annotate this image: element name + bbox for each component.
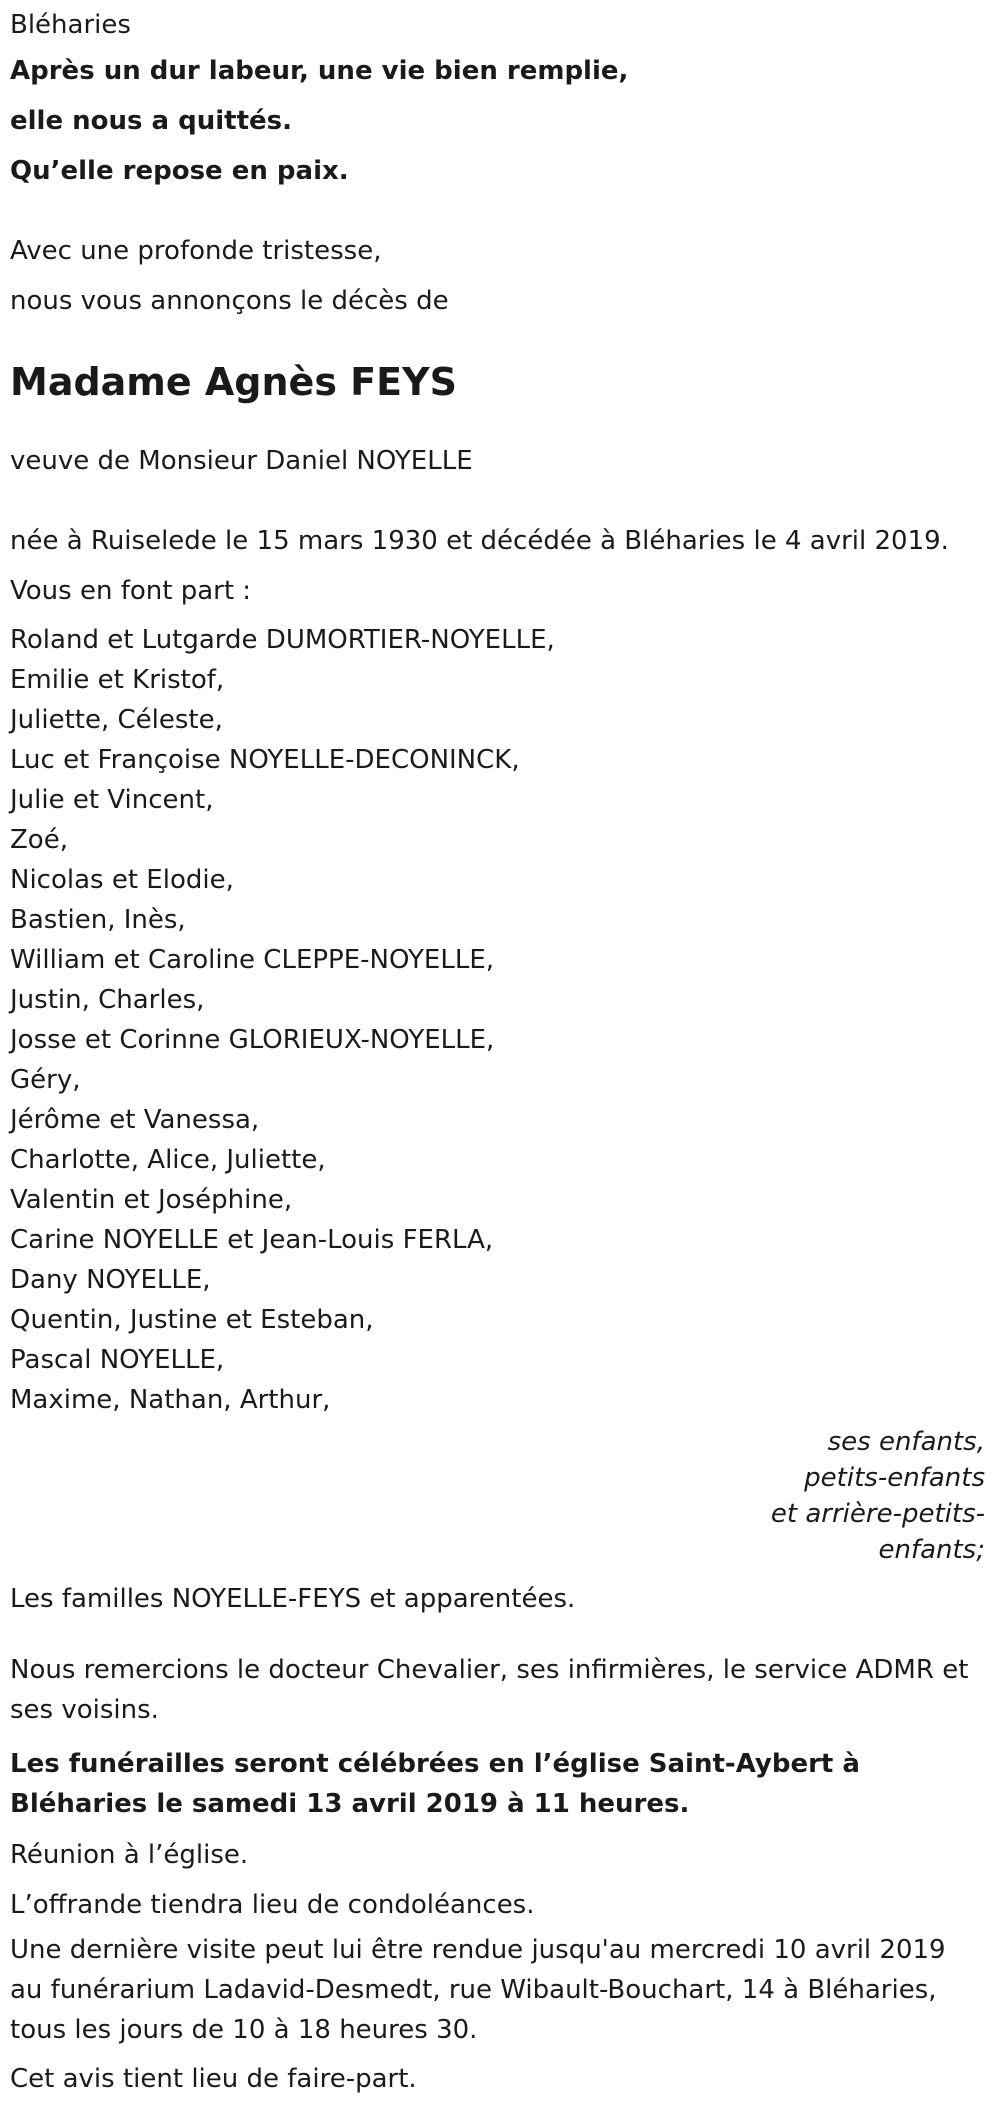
families-line: Les familles NOYELLE-FEYS et apparentées. xyxy=(10,1584,576,1614)
family-member: Géry, xyxy=(10,1065,81,1095)
family-member: Maxime, Nathan, Arthur, xyxy=(10,1385,331,1415)
closing-line: Cet avis tient lieu de faire-part. xyxy=(10,2064,417,2094)
relation-line: ses enfants, petits-enfants xyxy=(804,1427,985,1493)
family-member: Zoé, xyxy=(10,825,68,855)
family-member: Justin, Charles, xyxy=(10,985,205,1015)
family-intro: Vous en font part : xyxy=(10,576,252,606)
family-list xyxy=(10,620,990,1420)
place-header: Bléharies xyxy=(10,10,131,40)
relation-signature xyxy=(10,1424,985,1568)
relation-line: et arrière-petits-enfants; xyxy=(770,1499,985,1565)
family-member: Bastien, Inès, xyxy=(10,905,186,935)
epitaph-line: elle nous a quittés. xyxy=(10,106,293,136)
family-member: Juliette, Céleste, xyxy=(10,705,223,735)
family-member: Dany NOYELLE, xyxy=(10,1265,211,1295)
visit-paragraph: Une dernière visite peut lui être rendue jusqu'au mercredi 10 avril 2019 au funérarium Ladavid-Desmedt, rue Wibault-Bouchart, 14 à Bléharies, tous les jours de 10 à 18 heures 30. xyxy=(10,1935,946,2045)
family-member: Quentin, Justine et Esteban, xyxy=(10,1305,374,1335)
family-member: Valentin et Joséphine, xyxy=(10,1185,293,1215)
family-member: Roland et Lutgarde DUMORTIER-NOYELLE, xyxy=(10,625,555,655)
family-member: William et Caroline CLEPPE-NOYELLE, xyxy=(10,945,495,975)
birth-death-info: née à Ruiselede le 15 mars 1930 et décédée à Bléharies le 4 avril 2019. xyxy=(10,526,949,556)
family-member: Emilie et Kristof, xyxy=(10,665,225,695)
announcement xyxy=(10,226,990,326)
family-member: Pascal NOYELLE, xyxy=(10,1345,225,1375)
meeting-line: Réunion à l’église. xyxy=(10,1840,249,1870)
epitaph xyxy=(10,46,990,196)
family-member: Carine NOYELLE et Jean-Louis FERLA, xyxy=(10,1225,494,1255)
offering-line: L’offrande tiendra lieu de condoléances. xyxy=(10,1890,535,1920)
obituary-notice xyxy=(10,10,990,2104)
funeral-paragraph: Les funérailles seront célébrées en l’église Saint-Aybert à Bléharies le samedi 13 avril 2019 à 11 heures. xyxy=(10,1749,860,1819)
family-member: Josse et Corinne GLORIEUX-NOYELLE, xyxy=(10,1025,495,1055)
thanks-paragraph: Nous remercions le docteur Chevalier, ses infirmières, le service ADMR et ses voisins. xyxy=(10,1655,969,1725)
family-member: Julie et Vincent, xyxy=(10,785,214,815)
family-member: Charlotte, Alice, Juliette, xyxy=(10,1145,326,1175)
deceased-name: Madame Agnès FEYS xyxy=(10,360,457,404)
epitaph-line: Après un dur labeur, une vie bien remplie, xyxy=(10,56,629,86)
family-member: Luc et Françoise NOYELLE-DECONINCK, xyxy=(10,745,520,775)
widow-of: veuve de Monsieur Daniel NOYELLE xyxy=(10,446,473,476)
family-member: Jérôme et Vanessa, xyxy=(10,1105,260,1135)
announcement-line: Avec une profonde tristesse, xyxy=(10,236,382,266)
announcement-line: nous vous annonçons le décès de xyxy=(10,286,449,316)
family-member: Nicolas et Elodie, xyxy=(10,865,234,895)
epitaph-line: Qu’elle repose en paix. xyxy=(10,156,349,186)
